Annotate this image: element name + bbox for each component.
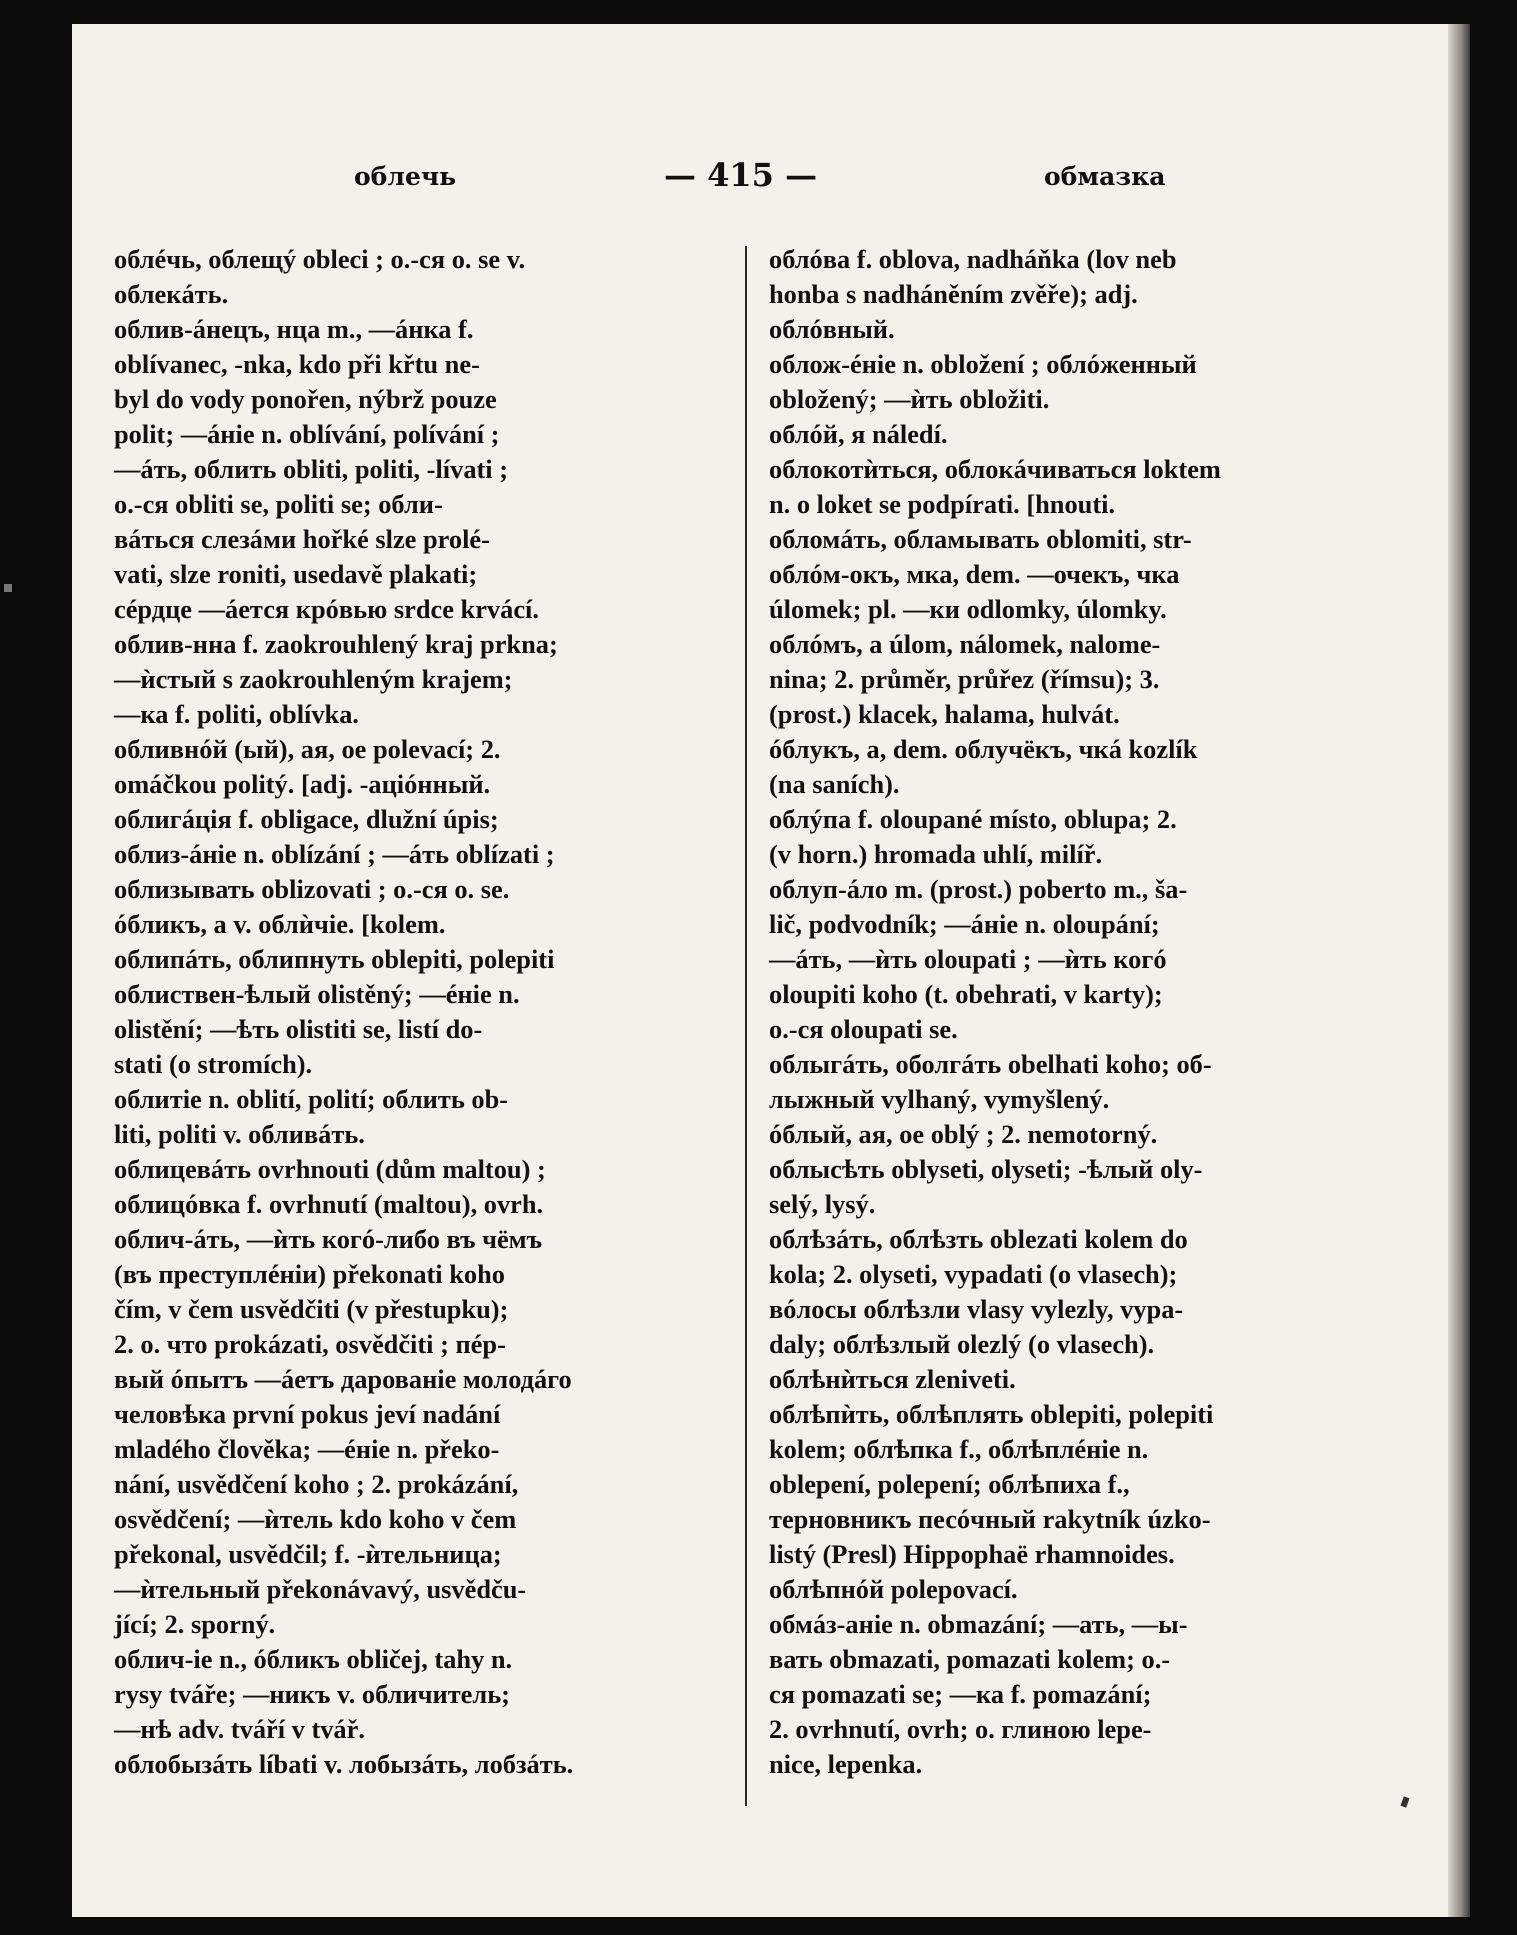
dictionary-line: mladého člověka; —éніе n. překo- bbox=[114, 1434, 500, 1464]
dictionary-line: rysy tváře; —никъ v. обличитель; bbox=[114, 1679, 510, 1709]
dictionary-line: nina; 2. průměr, průřez (římsu); 3. bbox=[769, 664, 1160, 694]
dictionary-line: обломáть, обламывать oblomiti, str- bbox=[769, 524, 1192, 554]
dictionary-line: —нѣ adv. tváří v tvář. bbox=[114, 1714, 365, 1744]
dictionary-line: облож-éніе n. obložení ; облóженный bbox=[769, 349, 1197, 379]
dictionary-line: облиз-áніе n. oblízání ; —áть oblízati ; bbox=[114, 839, 555, 869]
dictionary-line: jící; 2. sporný. bbox=[114, 1609, 276, 1639]
dictionary-line: облиствен-ѣлый olistěný; —éніе n. bbox=[114, 979, 520, 1009]
dictionary-line: —ѝтельный překonávavý, usvědču- bbox=[114, 1574, 527, 1604]
dictionary-line: облич-іе n., óбликъ obličej, tahy n. bbox=[114, 1644, 513, 1674]
dictionary-line: —áть, облить obliti, politi, -lívati ; bbox=[114, 454, 509, 484]
dictionary-line: obložený; —ѝть obložiti. bbox=[769, 384, 1050, 414]
dictionary-line: облипáть, облипнуть oblepiti, polepiti bbox=[114, 944, 555, 974]
dictionary-line: облóвный. bbox=[769, 314, 895, 344]
column-divider bbox=[745, 246, 747, 1806]
scan-speck bbox=[4, 584, 12, 592]
dictionary-line: omáčkou politý. [adj. -аціóнный. bbox=[114, 769, 491, 799]
right-guide-word: обмазка bbox=[1044, 162, 1166, 191]
dictionary-line: (prost.) klacek, halama, hulvát. bbox=[769, 699, 1120, 729]
dictionary-line: polit; —áнie n. oblívání, polívání ; bbox=[114, 419, 500, 449]
dictionary-line: óблукъ, a, dem. облучёкъ, чкá kozlík bbox=[769, 734, 1198, 764]
left-guide-word: облечь bbox=[354, 162, 457, 191]
dictionary-line: vati, slze roniti, usedavě plakati; bbox=[114, 559, 478, 589]
dictionary-line: selý, lysý. bbox=[769, 1189, 876, 1219]
print-mark bbox=[1400, 1796, 1409, 1807]
dictionary-line: —áть, —ѝть oloupati ; —ѝть когó bbox=[769, 944, 1167, 974]
dictionary-line: облóва f. oblova, nadháňka (lov neb bbox=[769, 244, 1177, 274]
dictionary-line: ся pomazati se; —ка f. pomazání; bbox=[769, 1679, 1152, 1709]
dictionary-line: облѣпнóй polepovací. bbox=[769, 1574, 1018, 1604]
dictionary-line: облéчь, облещý obleci ; o.-ся o. se v. bbox=[114, 244, 526, 274]
dictionary-line: daly; облѣзлый olezlý (o vlasech). bbox=[769, 1329, 1155, 1359]
dictionary-line: stati (o stromích). bbox=[114, 1049, 313, 1079]
page-number: — 415 — bbox=[664, 156, 818, 194]
dictionary-line: —ка f. politi, oblívka. bbox=[114, 699, 360, 729]
dictionary-line: облóй, я náledí. bbox=[769, 419, 948, 449]
dictionary-line: nání, usvědčení koho ; 2. prokázání, bbox=[114, 1469, 519, 1499]
dictionary-line: облитіе n. oblití, polití; облить ob- bbox=[114, 1084, 509, 1114]
dictionary-line: —ѝстый s zaokrouhleným krajem; bbox=[114, 664, 513, 694]
dictionary-line: (въ преступлéніи) překonati koho bbox=[114, 1259, 505, 1289]
dictionary-line: облекáть. bbox=[114, 279, 229, 309]
page-edge-shadow bbox=[1448, 24, 1470, 1917]
dictionary-line: o.-ся oloupati se. bbox=[769, 1014, 958, 1044]
dictionary-page bbox=[72, 24, 1470, 1917]
dictionary-line: облысѣть oblyseti, olyseti; -ѣлый oly- bbox=[769, 1154, 1203, 1184]
dictionary-line: облобызáть líbati v. лобызáть, лобзáть. bbox=[114, 1749, 574, 1779]
dictionary-line: облóмъ, a úlom, nálomek, nalome- bbox=[769, 629, 1161, 659]
dictionary-line: 2. o. что prokázati, osvědčiti ; пéр- bbox=[114, 1329, 506, 1359]
dictionary-line: osvědčení; —ѝтель kdo koho v čem bbox=[114, 1504, 517, 1534]
dictionary-line: liti, politi v. обливáть. bbox=[114, 1119, 365, 1149]
dictionary-line: překonal, usvědčil; f. -ѝтельница; bbox=[114, 1539, 502, 1569]
dictionary-line: облигáція f. obligace, dlužní úpis; bbox=[114, 804, 499, 834]
dictionary-line: облуп-áло m. (prost.) poberto m., ša- bbox=[769, 874, 1188, 904]
dictionary-line: обливнóй (ый), ая, ое polevací; 2. bbox=[114, 734, 501, 764]
dictionary-line: byl do vody ponořen, nýbrž pouze bbox=[114, 384, 497, 414]
dictionary-line: o.-ся obliti se, politi se; обли- bbox=[114, 489, 443, 519]
dictionary-line: nice, lepenka. bbox=[769, 1749, 923, 1779]
dictionary-line: kolem; облѣпка f., облѣплéніе n. bbox=[769, 1434, 1149, 1464]
dictionary-line: čím, v čem usvědčiti (v přestupku); bbox=[114, 1294, 509, 1324]
dictionary-line: облив-нна f. zaokrouhlený kraj prkna; bbox=[114, 629, 558, 659]
dictionary-line: óблый, ая, ое oblý ; 2. nemotorný. bbox=[769, 1119, 1158, 1149]
dictionary-line: вóлосы облѣзли vlasy vylezly, vypa- bbox=[769, 1294, 1184, 1324]
dictionary-line: лыжный vylhaný, vymyšlený. bbox=[769, 1084, 1110, 1114]
dictionary-line: oblívanec, -nka, kdo při křtu ne- bbox=[114, 349, 480, 379]
dictionary-line: облыгáть, оболгáть obelhati koho; об- bbox=[769, 1049, 1212, 1079]
dictionary-line: облицóвка f. ovrhnutí (maltou), ovrh. bbox=[114, 1189, 544, 1219]
dictionary-line: kola; 2. olyseti, vypadati (o vlasech); bbox=[769, 1259, 1178, 1289]
dictionary-line: облѣнѝться zleniveti. bbox=[769, 1364, 1016, 1394]
dictionary-line: вáться слезáми hořké slze prolé- bbox=[114, 524, 490, 554]
dictionary-line: oloupiti koho (t. obehrati, v karty); bbox=[769, 979, 1163, 1009]
dictionary-line: (v horn.) hromada uhlí, milíř. bbox=[769, 839, 1103, 869]
dictionary-line: сéрдце —áется крóвью srdce krvácí. bbox=[114, 594, 539, 624]
dictionary-line: вый óпытъ —áетъ дарованіе молодáго bbox=[114, 1364, 572, 1394]
dictionary-line: облокотѝться, облокáчиваться loktem bbox=[769, 454, 1221, 484]
dictionary-line: olistění; —ѣть olistiti se, listí do- bbox=[114, 1014, 483, 1044]
dictionary-line: терновникъ песóчный rakytník úzko- bbox=[769, 1504, 1211, 1534]
dictionary-line: óбликъ, a v. облѝчie. [kolem. bbox=[114, 909, 446, 939]
dictionary-line: honba s nadháněním zvěře); adj. bbox=[769, 279, 1138, 309]
dictionary-line: lič, podvodník; —áніе n. oloupání; bbox=[769, 909, 1160, 939]
dictionary-line: n. o loket se podpírati. [hnouti. bbox=[769, 489, 1116, 519]
dictionary-line: вать obmazati, pomazati kolem; o.- bbox=[769, 1644, 1171, 1674]
dictionary-line: 2. ovrhnutí, ovrh; o. глиною lepe- bbox=[769, 1714, 1152, 1744]
dictionary-line: облѣпѝть, облѣплять oblepiti, polepiti bbox=[769, 1399, 1214, 1429]
dictionary-line: облич-áть, —ѝть когó-либо въ чёмъ bbox=[114, 1224, 543, 1254]
dictionary-line: обмáз-аніе n. obmazání; —ать, —ы- bbox=[769, 1609, 1188, 1639]
dictionary-line: oblepení, polepení; облѣпиха f., bbox=[769, 1469, 1130, 1499]
dictionary-line: úlomek; pl. —ки odlomky, úlomky. bbox=[769, 594, 1167, 624]
dictionary-line: облив-áнецъ, нца m., —áнка f. bbox=[114, 314, 474, 344]
dictionary-line: облѣзáть, облѣзть oblezati kolem do bbox=[769, 1224, 1188, 1254]
dictionary-line: облóм-окъ, мка, dem. —очекъ, чка bbox=[769, 559, 1180, 589]
left-column bbox=[114, 242, 714, 1782]
right-column bbox=[769, 242, 1397, 1782]
dictionary-line: облизывать oblizovati ; o.-ся o. se. bbox=[114, 874, 510, 904]
dictionary-line: (na saních). bbox=[769, 769, 900, 799]
dictionary-line: облýпа f. oloupané místo, oblupa; 2. bbox=[769, 804, 1177, 834]
dictionary-line: listý (Presl) Hippophaë rhamnoides. bbox=[769, 1539, 1175, 1569]
dictionary-line: человѣка první pokus jeví nadání bbox=[114, 1399, 501, 1429]
page-header bbox=[72, 156, 1470, 196]
dictionary-line: облицевáть ovrhnouti (dům maltou) ; bbox=[114, 1154, 546, 1184]
